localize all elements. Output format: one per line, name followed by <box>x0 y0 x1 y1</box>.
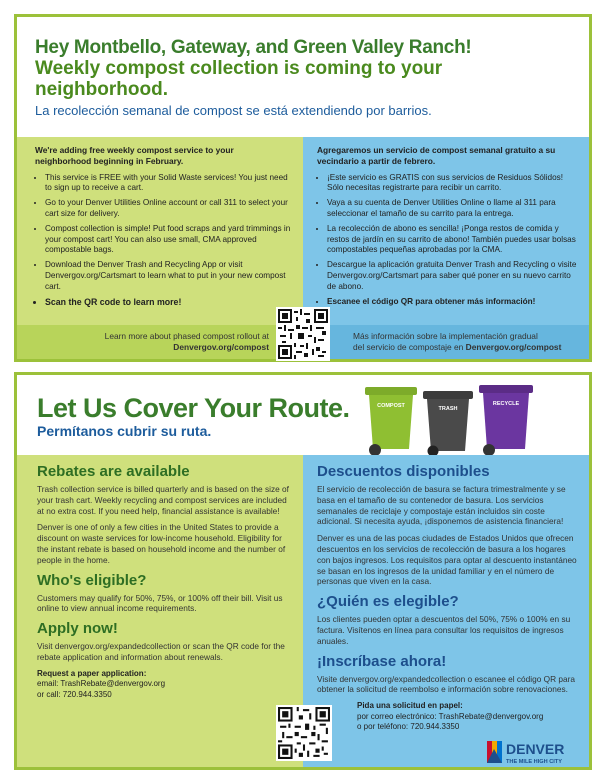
denver-logo <box>487 737 583 767</box>
paper-application-phone-es[interactable]: o por teléfono: 720.944.3350 <box>357 722 460 732</box>
rebates-paragraph-2: Denver is one of only a few cities in the United States to provide a discount on waste services for low-income household. Eligibility for the instant rebate is based on household income and the number of people in the home. <box>37 522 286 565</box>
announcement-header <box>17 17 589 137</box>
cover-route-subtitle: Permítanos cubrir su ruta. <box>37 423 212 439</box>
rebate-panel <box>14 372 592 770</box>
carts-illustration <box>361 379 541 457</box>
denver-logo-tagline: THE MILE HIGH CITY <box>506 759 562 765</box>
denver-flag-mark-icon <box>487 741 502 763</box>
list-item: • Scan the QR code to learn more! <box>45 297 291 308</box>
english-learn-more <box>69 331 269 353</box>
english-bullet-list <box>35 173 291 308</box>
eligible-paragraph: Customers may qualify for 50%, 75%, or 100% off their bill. Visit us online to view annual income requirements. <box>37 592 283 614</box>
headline-spanish: La recolección semanal de compost se está extendiendo por barrios. <box>35 103 432 118</box>
paper-application-title: Request a paper application: <box>37 668 147 678</box>
paper-application-email-es[interactable]: por correo electrónico: TrashRebate@denvergov.org <box>357 711 544 721</box>
compost-announcement-panel <box>14 14 592 362</box>
learn-more-line2-es <box>353 342 583 353</box>
rebate-qr-code[interactable] <box>276 705 332 761</box>
recycle-cart-label: RECYCLE <box>492 401 520 407</box>
english-rebate-column <box>17 455 303 767</box>
rebates-paragraph-1-es: El servicio de recolección de basura se factura trimestralmente y se basa en el tamaño de su contenedor de basura. Los servicios semanales de reciclaje y compostaje están incluidos sin coste adicional. Si necesita ayuda, ¡disponemos de asistencia financiera! <box>317 484 566 527</box>
rebates-heading: Rebates are available <box>37 463 190 480</box>
learn-more-text-es: Más información sobre la implementación gradual <box>353 331 538 341</box>
compost-qr-code[interactable] <box>276 307 330 361</box>
rebates-paragraph-2-es: Denver es una de las pocas ciudades de Estados Unidos que ofrecen descuentos en los servicios de recolección de basura a los hogares con bajos ingresos. Los requisitos para optar al descuento instantáneo se basan en los ingresos de la unidad familiar y en el número de personas que viven en la casa. <box>317 533 577 587</box>
rebates-heading-es: Descuentos disponibles <box>317 463 490 480</box>
apply-paragraph: Visit denvergov.org/expandedcollection or scan the QR code for the rebate application and information about renewals. <box>37 641 285 662</box>
list-item: • Compost collection is simple! Put food scraps and yard trimmings in your compost cart! You can also use small, CMA approved compostable bags. <box>45 224 291 256</box>
learn-more-text: Learn more about phased compost rollout at <box>104 331 269 341</box>
spanish-compost-column <box>303 137 589 325</box>
rebates-paragraph-1: Trash collection service is billed quarterly and is based on the size of your trash cart. Weekly recycling and compost services are included at no extra cost. If you need help, financial assistance is available! <box>37 484 289 516</box>
trash-cart-icon <box>423 391 473 457</box>
english-learn-more-bar <box>17 325 303 359</box>
denver-logo-name: DENVER <box>506 741 565 757</box>
spanish-bullet-list <box>317 173 577 308</box>
spanish-intro: Agregaremos un servicio de compost semanal gratuito a su vecindario a partir de febrero. <box>317 145 556 166</box>
apply-heading-es: ¡Inscríbase ahora! <box>317 652 447 670</box>
list-item: • Go to your Denver Utilities Online account or call 311 to select your cart size for delivery. <box>45 198 291 220</box>
list-item: • Download the Denver Trash and Recycling App or visit Denvergov.org/Cartsmart to learn what to put in your new compost cart. <box>45 260 291 292</box>
compost-link[interactable]: Denvergov.org/compost <box>173 342 269 352</box>
eligible-heading: Who's eligible? <box>37 571 147 589</box>
list-item: • La recolección de abono es sencilla! ¡Ponga restos de comida y restos de jardín en su carrito de abono! También puedes usar bolsas compostables pequeñas aprobadas por la CMA. <box>327 224 577 256</box>
spanish-learn-more <box>353 331 583 353</box>
trash-cart-label: TRASH <box>438 406 458 412</box>
paper-application-block <box>37 669 291 701</box>
recycle-cart-icon <box>479 385 533 456</box>
apply-paragraph-es: Visite denvergov.org/expandedcollection o escanee el código QR para obtener la solicitud de reembolso e información sobre renovaciones. <box>317 673 575 695</box>
spanish-learn-more-bar <box>303 325 589 359</box>
english-intro: We're adding free weekly compost service to your neighborhood beginning in February. <box>35 145 234 166</box>
english-compost-column <box>17 137 303 325</box>
list-item: • Descargue la aplicación gratuita Denver Trash and Recycling o visite Denvergov.org/Cartsmart para saber qué poner en su nuevo carrito de abono. <box>327 260 577 292</box>
headline-neighborhoods: Hey Montbello, Gateway, and Green Valley Ranch! <box>35 37 472 58</box>
spanish-rebate-column <box>303 455 589 767</box>
list-item: • Vaya a su cuenta de Denver Utilities Online o llame al 311 para seleccionar el tamaño de su carrito para la entrega. <box>327 198 577 220</box>
list-item: • Escanee el código QR para obtener más información! <box>327 297 577 308</box>
learn-more-text-es-2: del servicio de compostaje en <box>353 342 466 352</box>
paper-application-email[interactable]: email: TrashRebate@denvergov.org <box>37 679 166 689</box>
paper-application-block-es <box>317 701 577 733</box>
eligible-heading-es: ¿Quién es elegible? <box>317 593 459 611</box>
compost-link-es[interactable]: Denvergov.org/compost <box>465 342 562 352</box>
cover-route-title: Let Us Cover Your Route. <box>37 393 350 423</box>
compost-cart-label: COMPOST <box>377 403 405 409</box>
headline-weekly-compost-line1: Weekly compost collection is coming to your <box>35 58 443 79</box>
paper-application-phone[interactable]: or call: 720.944.3350 <box>37 689 112 699</box>
list-item: • This service is FREE with your Solid Waste services! You just need to sign up to receive a cart. <box>45 173 291 195</box>
paper-application-title-es: Pida una solicitud en papel: <box>357 701 463 711</box>
compost-cart-icon <box>365 387 417 456</box>
headline-weekly-compost-line2: neighborhood. <box>35 79 168 100</box>
list-item: • ¡Este servicio es GRATIS con sus servicios de Residuos Sólidos! Sólo necesitas registrarte para recibir un carrito. <box>327 173 577 195</box>
apply-heading: Apply now! <box>37 620 118 638</box>
eligible-paragraph-es: Los clientes pueden optar a descuentos del 50%, 75% o 100% en su factura. Visítenos en línea para consultar los requisitos de ingresos anuales. <box>317 614 571 646</box>
